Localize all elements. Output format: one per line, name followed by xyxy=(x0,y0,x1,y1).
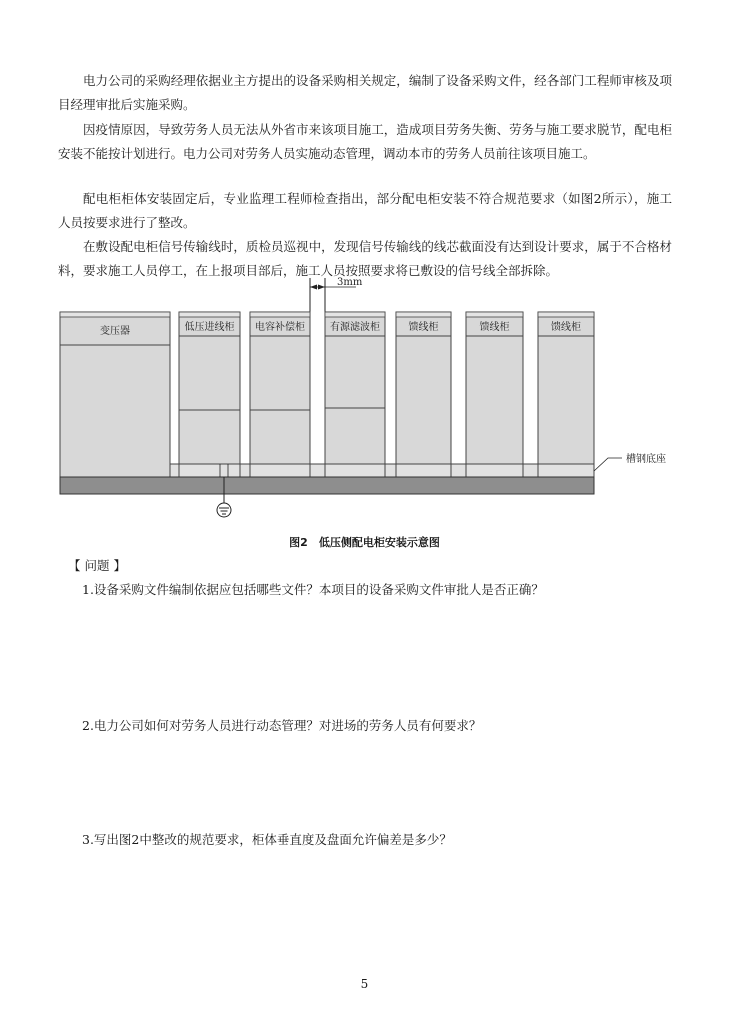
gap-dimension xyxy=(310,277,363,314)
page-number: 5 xyxy=(360,977,369,991)
question-1: 1.设备采购文件编制依据应包括哪些文件？本项目的设备采购文件审批人是否正确？ xyxy=(82,582,544,597)
base-label: 槽钢底座 xyxy=(626,454,666,465)
cabinet-label: 变压器 xyxy=(100,326,130,337)
cabinet-capacitor xyxy=(250,312,310,477)
cabinet-lv-incoming xyxy=(179,312,240,477)
cabinet-feeder-1 xyxy=(396,312,451,477)
base-callout xyxy=(594,452,666,471)
figure-caption: 图2 低压侧配电柜安装示意图 xyxy=(289,536,440,549)
cabinet-label: 馈线柜 xyxy=(551,322,581,333)
concrete-base xyxy=(60,477,594,494)
questions-header: 【 问题 】 xyxy=(68,558,126,573)
channel-steel-rail xyxy=(170,464,594,477)
cabinet-active-filter xyxy=(325,312,385,477)
paragraph-signal-cable: 在敷设配电柜信号传输线时，质检员巡视中，发现信号传输线的线芯截面没有达到设计要求，属于不合格材料，要求施工人员停工，在上报项目部后，施工人员按照要求将已敷设的信号线全部拆除。 xyxy=(58,239,672,278)
cabinet-label: 有源滤波柜 xyxy=(330,322,380,333)
paragraph-labor: 因疫情原因，导致劳务人员无法从外省市来该项目施工，造成项目劳务失衡、劳务与施工要求脱节，配电柜安装不能按计划进行。电力公司对劳务人员实施动态管理，调动本市的劳务人员前往该项目施工。 xyxy=(58,122,672,161)
cabinet-installation-diagram xyxy=(0,270,729,530)
question-2: 2.电力公司如何对劳务人员进行动态管理？对进场的劳务人员有何要求？ xyxy=(82,718,482,733)
gap-label: 3mm xyxy=(337,277,363,288)
cabinet-label: 电容补偿柜 xyxy=(255,322,305,333)
cabinet-transformer xyxy=(60,312,170,477)
cabinet-feeder-3 xyxy=(538,312,594,477)
paragraph-procurement: 电力公司的采购经理依据业主方提出的设备采购相关规定，编制了设备采购文件，经各部门工程师审核及项目经理审批后实施采购。 xyxy=(58,73,672,112)
cabinet-label: 低压进线柜 xyxy=(184,322,235,333)
paragraph-cabinet-install: 配电柜柜体安装固定后，专业监理工程师检查指出，部分配电柜安装不符合规范要求（如图2所示），施工人员按要求进行了整改。 xyxy=(58,191,672,230)
cabinet-label: 馈线柜 xyxy=(479,322,510,333)
cabinet-label: 馈线柜 xyxy=(408,322,439,333)
cabinet-feeder-2 xyxy=(466,312,523,477)
question-3: 3.写出图2中整改的规范要求，柜体垂直度及盘面允许偏差是多少？ xyxy=(82,832,452,847)
